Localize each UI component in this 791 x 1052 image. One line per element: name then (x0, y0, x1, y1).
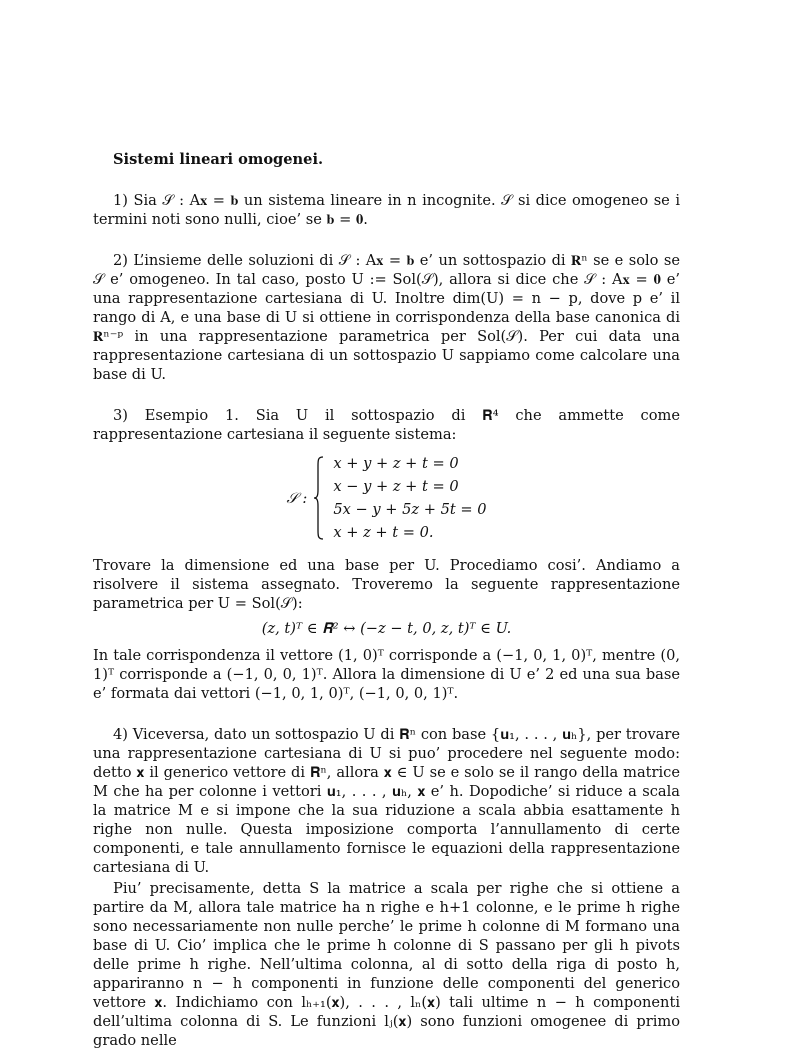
equation-2: x − y + z + t = 0 (333, 478, 459, 495)
section-title: Sistemi lineari omogenei. (113, 151, 324, 168)
left-brace-icon (313, 456, 325, 540)
paragraph-1: 1) Sia 𝒮 : A𝐱 = 𝐛 un sistema lineare in n incognite. 𝒮 si dice omogeneo se i termini noti sono nulli, cioe’ se 𝐛 = 𝟎. (93, 192, 680, 228)
equation-4: x + z + t = 0. (333, 524, 434, 541)
paragraph-3-conclusion: In tale corrispondenza il vettore (1, 0)ᵀ corrisponde a (−1, 0, 1, 0)ᵀ, mentre (0, 1)ᵀ corrisponde a (−1, 0, 0, 1)ᵀ. Allora la dimensione di U e’ 2 ed una sua base e’ formata dai vettori (−1, 0, 1, 0)ᵀ, (−1, 0, 0, 1)ᵀ. (93, 647, 680, 702)
paragraph-4: 4) Viceversa, dato un sottospazio U di 𝐑ⁿ con base {𝐮₁, . . . , 𝐮ₕ}, per trovare una rappresentazione cartesiana di U si puo’ procedere nel seguente modo: detto 𝐱 il generico vettore di 𝐑ⁿ, allora 𝐱 ∈ U se e solo se il rango della matrice M che ha per colonne i vettori 𝐮₁, . . . , 𝐮ₕ, 𝐱 e’ h. Dopodiche’ si riduce a scala la matrice M e si impone che la sua riduzione a scala abbia esattamente h righe non nulle. Questa imposizione comporta l’annullamento di certe componenti, e tale annullamento fornisce le equazioni della rappresentazione cartesiana di U. (93, 726, 680, 876)
paragraph-2: 2) L’insieme delle soluzioni di 𝒮 : A𝐱 = 𝐛 e’ un sottospazio di 𝐑ⁿ se e solo se 𝒮 e’ omogeneo. In tal caso, posto U := Sol(𝒮), allora si dice che 𝒮 : A𝐱 = 𝟎 e’ una rappresentazione cartesiana di U. Inoltre dim(U) = n − p, dove p e’ il rango di A, e una base di U si ottiene in corrispondenza della base canonica di 𝐑ⁿ⁻ᵖ in una rappresentazione parametrica per Sol(𝒮). Per cui data una rappresentazione cartesiana di un sottospazio U sappiamo come calcolare una base di U. (93, 252, 680, 383)
document-body (93, 150, 680, 1052)
equation-system (93, 452, 680, 544)
paragraph-3-solution: Trovare la dimensione ed una base per U. Procediamo cosi’. Andiamo a risolvere il sistema assegnato. Troveremo la seguente rappresentazione parametrica per U = Sol(𝒮): (93, 557, 680, 612)
paragraph-5: Piu’ precisamente, detta S la matrice a scala per righe che si ottiene a partire da M, allora tale matrice ha n righe e h+1 colonne, e le prime h righe sono necessariamente non nulle perche’ le prime h colonne di M formano una base di U. Cio’ implica che le prime h colonne di S passano per gli h pivots delle prime h righe. Nell’ultima colonna, al di sotto della riga di posto h, appariranno n − h componenti in funzione delle componenti del generico vettore 𝐱. Indichiamo con lₕ₊₁(𝐱), . . . , lₙ(𝐱) tali ultime n − h componenti dell’ultima colonna di S. Le funzioni lⱼ(𝐱) sono funzioni omogenee di primo grado nelle (93, 880, 680, 1049)
parametric-representation: (z, t)ᵀ ∈ 𝐑² ↔ (−z − t, 0, z, t)ᵀ ∈ U. (261, 620, 512, 637)
equation-3: 5x − y + 5z + 5t = 0 (333, 501, 487, 518)
paragraph-3-example: 3) Esempio 1. Sia U il sottospazio di 𝐑⁴ che ammette come rappresentazione cartesiana il seguente sistema: (93, 407, 680, 443)
equation-1: x + y + z + t = 0 (333, 455, 459, 472)
system-equations (333, 452, 486, 544)
system-label: 𝒮 : (286, 489, 308, 507)
